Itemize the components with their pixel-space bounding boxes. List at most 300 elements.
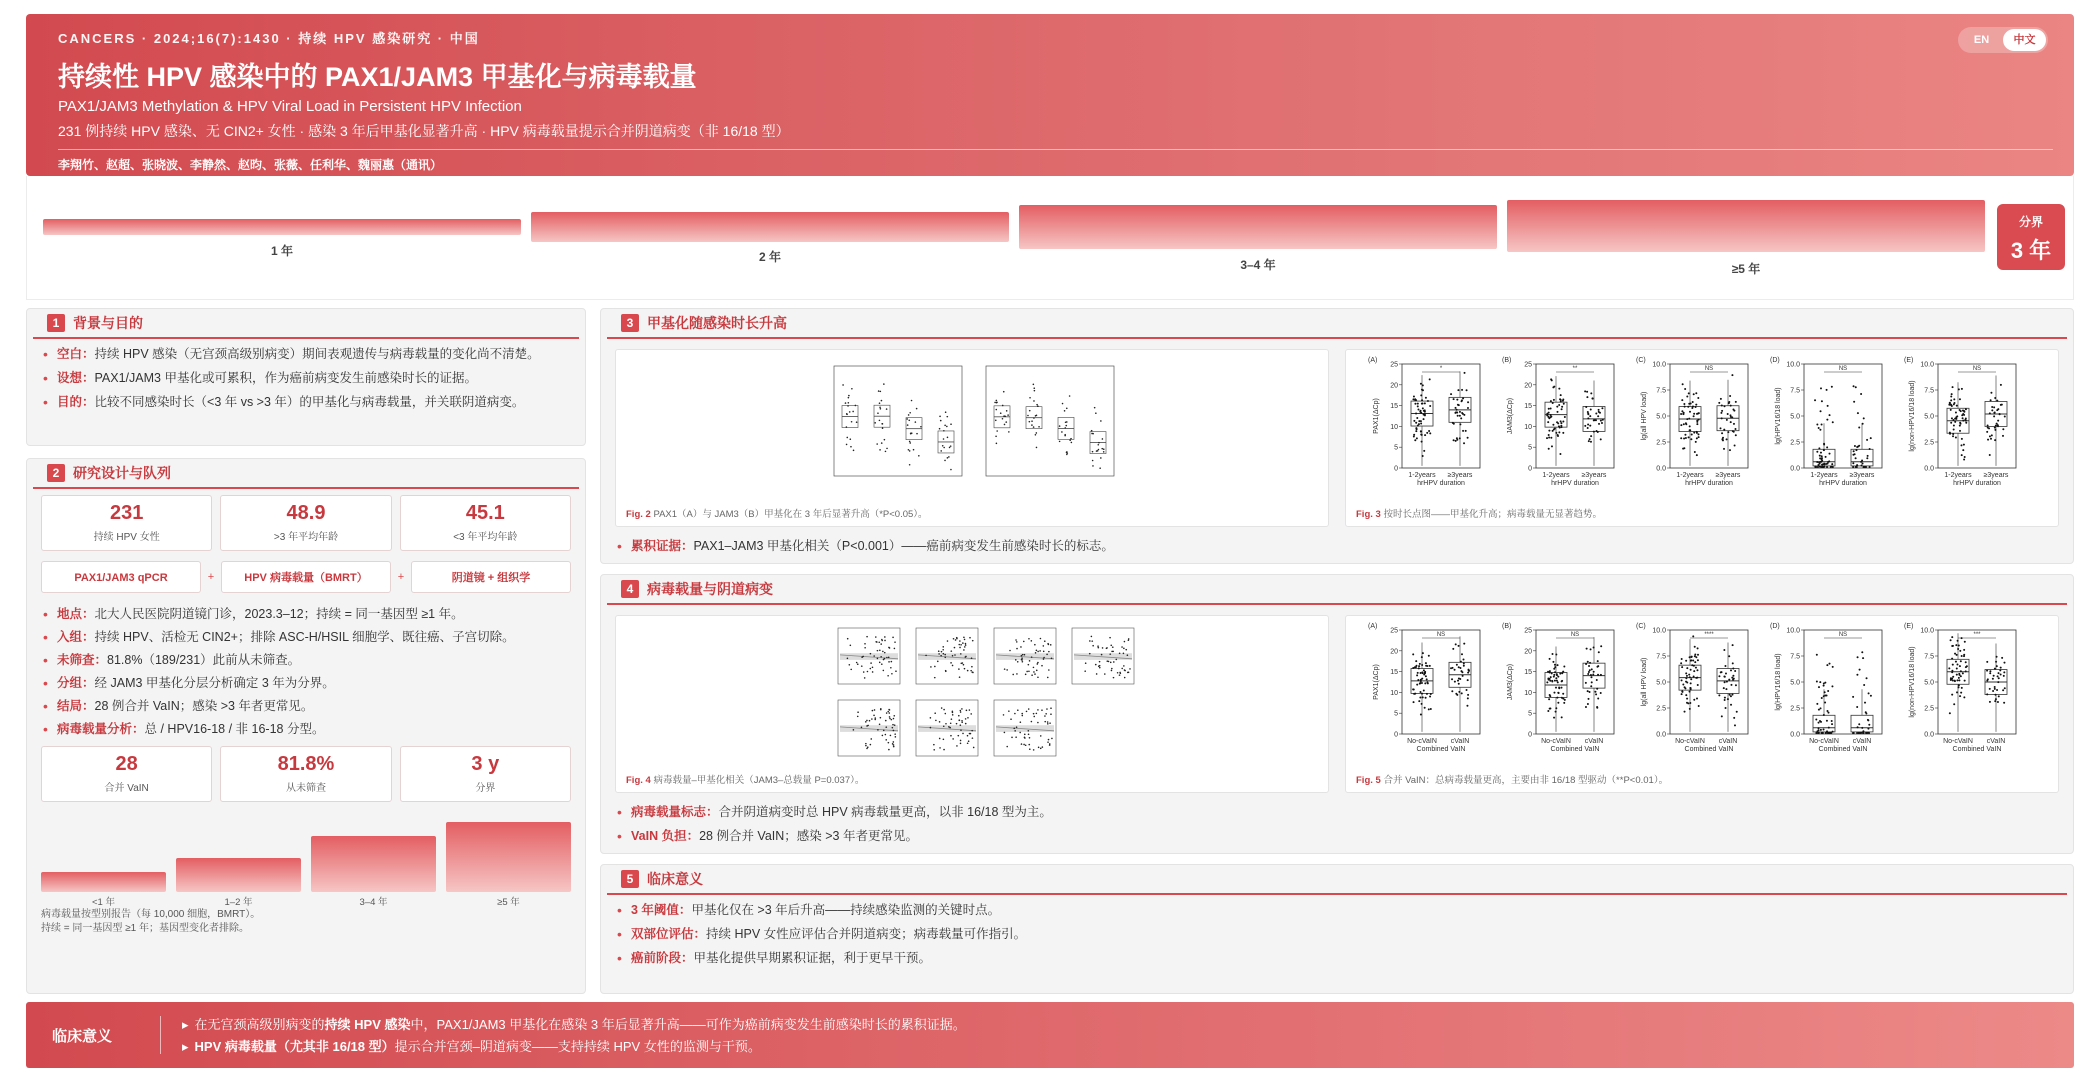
data-point [1459,411,1461,413]
data-point [1691,656,1693,658]
section-header [607,865,2067,895]
data-point [1723,429,1725,431]
data-point [1953,428,1955,430]
panel-tag: (A) [1368,357,1378,364]
data-point [891,673,893,675]
data-point [1129,668,1131,670]
data-point [1821,455,1823,457]
list-item: • 目的：比较不同感染时长（<3 年 vs >3 年）的甲基化与病毒载量，并关联阴道病变。 [43,393,569,411]
category-label: No-cVaIN [1407,738,1437,745]
data-point [1964,456,1966,458]
data-point [970,713,972,715]
data-point [856,662,858,664]
data-point [1998,677,2000,679]
data-point [960,729,962,731]
data-point [1596,679,1598,681]
data-point [1963,414,1965,416]
data-point [1694,661,1696,663]
data-point [1025,674,1027,676]
data-point [886,712,888,714]
data-point [1587,427,1589,429]
data-point [1451,678,1453,680]
data-point [1413,435,1415,437]
data-point [1563,403,1565,405]
data-point [1428,708,1430,710]
tick-label: 0.0 [1924,465,1934,473]
data-point [1559,673,1561,675]
data-point [1424,434,1426,436]
data-point [1429,695,1431,697]
data-point [891,719,893,721]
data-point [1589,438,1591,440]
data-point [1960,692,1962,694]
data-point [1036,404,1038,406]
sig-label: NS [1570,632,1580,638]
data-point [1040,638,1042,640]
data-point [1733,410,1735,412]
data-point [1989,454,1991,456]
data-point [1685,681,1687,683]
data-point [884,652,886,654]
data-point [1467,679,1469,681]
category-label: No-cVaIN [1675,738,1705,745]
data-point [1695,404,1697,406]
data-point [1726,419,1728,421]
data-point [1467,694,1469,696]
data-point [1728,655,1730,657]
data-point [1965,408,1967,410]
data-point [1691,664,1693,666]
data-point [1600,692,1602,694]
data-point [867,746,869,748]
tick-label: 0.0 [1790,465,1800,473]
data-point [1815,732,1817,734]
data-point [1034,673,1036,675]
data-point [1036,650,1038,652]
data-point [1094,407,1096,409]
data-point [1413,434,1415,436]
data-point [1695,392,1697,394]
data-point [933,744,935,746]
tick-label: 2.5 [1790,705,1800,713]
data-point [1554,671,1556,673]
data-point [867,671,869,673]
data-point [1866,439,1868,441]
axis-label: lg(all HPV load) [1641,391,1648,441]
axis-label: JAM3(ΔCp) [1507,663,1514,701]
data-point [1721,417,1723,419]
data-point [872,666,874,668]
method-colposcopy: 阴道镜 + 组织学 [411,561,571,593]
data-point [2002,689,2004,691]
tick-label: 0 [1528,465,1532,473]
data-point [909,464,911,466]
data-point [1558,388,1560,390]
data-point [876,443,878,445]
data-point [1421,656,1423,658]
data-point [1014,730,1016,732]
list-item: • 未筛查：81.8%（189/231）此前从未筛查。 [43,651,569,669]
data-point [966,710,968,712]
data-point [1421,703,1423,705]
data-point [930,727,932,729]
data-point [873,655,875,657]
data-point [1818,447,1820,449]
data-point [1959,425,1961,427]
list-item: • 入组：持续 HPV、活检无 CIN2+；排除 ASC-H/HSIL 细胞学、既往癌、子宫切除。 [43,628,569,646]
data-point [958,644,960,646]
data-point [882,423,884,425]
subplot-panel [1368,357,1480,487]
data-point [1594,691,1596,693]
data-point [879,723,881,725]
data-point [866,636,868,638]
data-point [1415,430,1417,432]
data-point [1423,689,1425,691]
data-point [842,384,844,386]
data-point [848,402,850,404]
data-point [952,714,954,716]
plus-icon: + [397,571,405,583]
data-point [881,442,883,444]
data-point [1457,415,1459,417]
data-point [1952,386,1954,388]
data-point [1598,423,1600,425]
tick-label: 5.0 [1924,679,1934,687]
section-viral-load [600,574,2074,854]
data-point [1826,389,1828,391]
data-point [1861,459,1863,461]
data-point [1098,665,1100,667]
data-point [1416,417,1418,419]
data-point [1421,399,1423,401]
sig-label: NS [1838,366,1848,372]
data-point [1562,421,1564,423]
tick-label: 5 [1394,444,1398,452]
list-item: • VaIN 负担：28 例合并 VaIN；感染 >3 年者更常见。 [617,827,1052,845]
data-point [1962,672,1964,674]
data-point [895,670,897,672]
data-point [1595,693,1597,695]
data-point [1826,446,1828,448]
data-point [1455,693,1457,695]
data-point [1953,703,1955,705]
data-point [894,733,896,735]
data-point [1040,748,1042,750]
data-point [1860,465,1862,467]
duration-bar [446,822,571,892]
data-point [1028,708,1030,710]
data-point [1097,647,1099,649]
panel-tag: (B) [1502,623,1512,630]
data-point [1047,677,1049,679]
data-point [1037,663,1039,665]
data-point [1033,749,1035,751]
data-point [1421,682,1423,684]
data-point [1830,732,1832,734]
data-point [874,717,876,719]
data-point [1037,405,1039,407]
data-point [1424,672,1426,674]
data-point [1870,695,1872,697]
data-point [1697,413,1699,415]
data-point [1103,451,1105,453]
data-point [1724,405,1726,407]
data-point [1421,671,1423,673]
data-point [1960,444,1962,446]
data-point [1115,659,1117,661]
panel-tag: (D) [1770,623,1780,630]
data-point [1553,674,1555,676]
data-point [1556,406,1558,408]
tick-label: 20 [1524,382,1532,390]
subplot-panel [1636,357,1748,487]
data-point [1422,696,1424,698]
data-point [1949,432,1951,434]
tick-label: 10.0 [1920,627,1934,635]
data-point [1557,434,1559,436]
duration-bar-label: 3–4 年 [359,897,388,908]
data-point [1721,410,1723,412]
section-header [607,575,2067,605]
data-point [879,649,881,651]
subplot-panel [1502,623,1614,753]
data-point [1994,700,1996,702]
section-methylation [600,308,2074,564]
data-point [1021,715,1023,717]
data-point [1015,659,1017,661]
data-point [1816,424,1818,426]
data-point [952,665,954,667]
data-point [1589,669,1591,671]
data-point [994,402,996,404]
data-point [1600,438,1602,440]
data-point [1066,452,1068,454]
data-point [1065,425,1067,427]
data-point [873,715,875,717]
data-point [1817,466,1819,468]
data-point [1011,737,1013,739]
data-point [1037,651,1039,653]
category-label: 1-2years [1408,472,1436,479]
data-point [995,419,997,421]
data-point [973,747,975,749]
data-point [960,662,962,664]
data-point [962,642,964,644]
data-point [1832,666,1834,668]
data-point [1463,442,1465,444]
data-point [1953,425,1955,427]
data-point [1584,390,1586,392]
data-point [1820,452,1822,454]
data-point [880,391,882,393]
data-point [1033,667,1035,669]
data-point [877,658,879,660]
data-point [1731,677,1733,679]
arrow-icon: ▸ [182,1039,189,1054]
cutoff-label: 分界 [2018,215,2043,229]
data-point [1035,434,1037,436]
journal-line: CANCERS · 2024;16(7):1430 · 持续 HPV 感染研究 · 中国 [58,31,480,46]
data-point [1950,399,1952,401]
data-point [956,723,958,725]
data-point [1416,428,1418,430]
tick-label: 15 [1390,403,1398,411]
tick-label: 10 [1390,689,1398,697]
subplot-panel [1636,623,1748,753]
data-point [1956,674,1958,676]
data-point [1461,671,1463,673]
data-point [1994,688,1996,690]
data-point [1721,405,1723,407]
data-point [1416,684,1418,686]
data-point [1592,674,1594,676]
data-point [1587,417,1589,419]
data-point [960,724,962,726]
data-point [1103,448,1105,450]
data-point [1864,702,1866,704]
data-point [885,734,887,736]
data-point [1998,695,2000,697]
data-point [1050,713,1052,715]
figure-4-image [616,616,1330,776]
data-point [1004,668,1006,670]
data-point [1720,412,1722,414]
data-point [1682,412,1684,414]
data-point [1733,423,1735,425]
data-point [1824,682,1826,684]
data-point [1421,664,1423,666]
data-point [1997,675,1999,677]
data-point [954,654,956,656]
data-point [1024,734,1026,736]
header-banner [26,14,2074,176]
data-point [1588,698,1590,700]
data-point [1825,732,1827,734]
data-point [1554,680,1556,682]
footnote: 病毒载量按型别报告（每 10,000 细胞，BMRT）。 [41,909,261,920]
data-point [1959,650,1961,652]
data-point [1084,670,1086,672]
data-point [1952,433,1954,435]
data-point [883,383,885,385]
data-point [1089,640,1091,642]
category-label: No-cVaIN [1943,738,1973,745]
data-point [1735,684,1737,686]
stat-card: 48.9 >3 年平均年龄 [220,495,391,551]
data-point [925,655,927,657]
data-point [1819,681,1821,683]
data-point [1820,410,1822,412]
data-point [1865,711,1867,713]
data-point [1066,407,1068,409]
data-point [1994,429,1996,431]
data-point [1832,421,1834,423]
data-point [870,668,872,670]
data-point [1587,413,1589,415]
data-point [1102,438,1104,440]
data-point [1561,697,1563,699]
category-label: ≥3years [1983,472,2009,479]
data-point [1461,399,1463,401]
data-point [861,665,863,667]
data-point [1693,699,1695,701]
data-point [1680,437,1682,439]
data-point [965,723,967,725]
data-point [1993,415,1995,417]
data-point [1028,638,1030,640]
data-point [1418,665,1420,667]
data-point [876,641,878,643]
data-point [1689,411,1691,413]
data-point [1554,664,1556,666]
data-point [894,648,896,650]
data-point [1590,674,1592,676]
data-point [1960,670,1962,672]
data-point [939,747,941,749]
data-point [940,420,942,422]
data-point [861,727,863,729]
data-point [1048,739,1050,741]
data-point [1696,677,1698,679]
data-point [1956,667,1958,669]
data-point [1456,437,1458,439]
data-point [1466,389,1468,391]
data-point [930,717,932,719]
data-point [1033,384,1035,386]
data-point [1096,673,1098,675]
lang-zh-button[interactable]: 中文 [2003,29,2046,51]
data-point [1457,680,1459,682]
data-point [1551,672,1553,674]
data-point [1005,421,1007,423]
data-point [1109,653,1111,655]
panel-tag: (D) [1770,357,1780,364]
data-point [908,449,910,451]
data-point [892,727,894,729]
data-point [1424,414,1426,416]
data-point [846,426,848,428]
data-point [941,651,943,653]
data-point [1852,462,1854,464]
lang-en-button[interactable]: EN [1973,34,1990,46]
duration-bar [311,836,436,892]
data-point [1119,672,1121,674]
data-point [1416,674,1418,676]
data-point [1048,651,1050,653]
data-point [1021,655,1023,657]
data-point [909,450,911,452]
language-toggle[interactable] [1958,27,2048,53]
data-point [1995,425,1997,427]
data-point [1831,386,1833,388]
data-point [1418,423,1420,425]
stat-card: 81.8% 从未筛查 [220,746,391,802]
data-point [1858,427,1860,429]
data-point [1004,424,1006,426]
data-point [1557,664,1559,666]
data-point [1951,393,1953,395]
data-point [1557,681,1559,683]
list-item: • 癌前阶段：甲基化提供早期累积证据，利于更早干预。 [617,949,2057,967]
section-header [33,309,579,339]
data-point [1685,422,1687,424]
data-point [1822,466,1824,468]
tick-label: 7.5 [1656,653,1666,661]
data-point [857,663,859,665]
data-point [1552,402,1554,404]
data-point [953,638,955,640]
